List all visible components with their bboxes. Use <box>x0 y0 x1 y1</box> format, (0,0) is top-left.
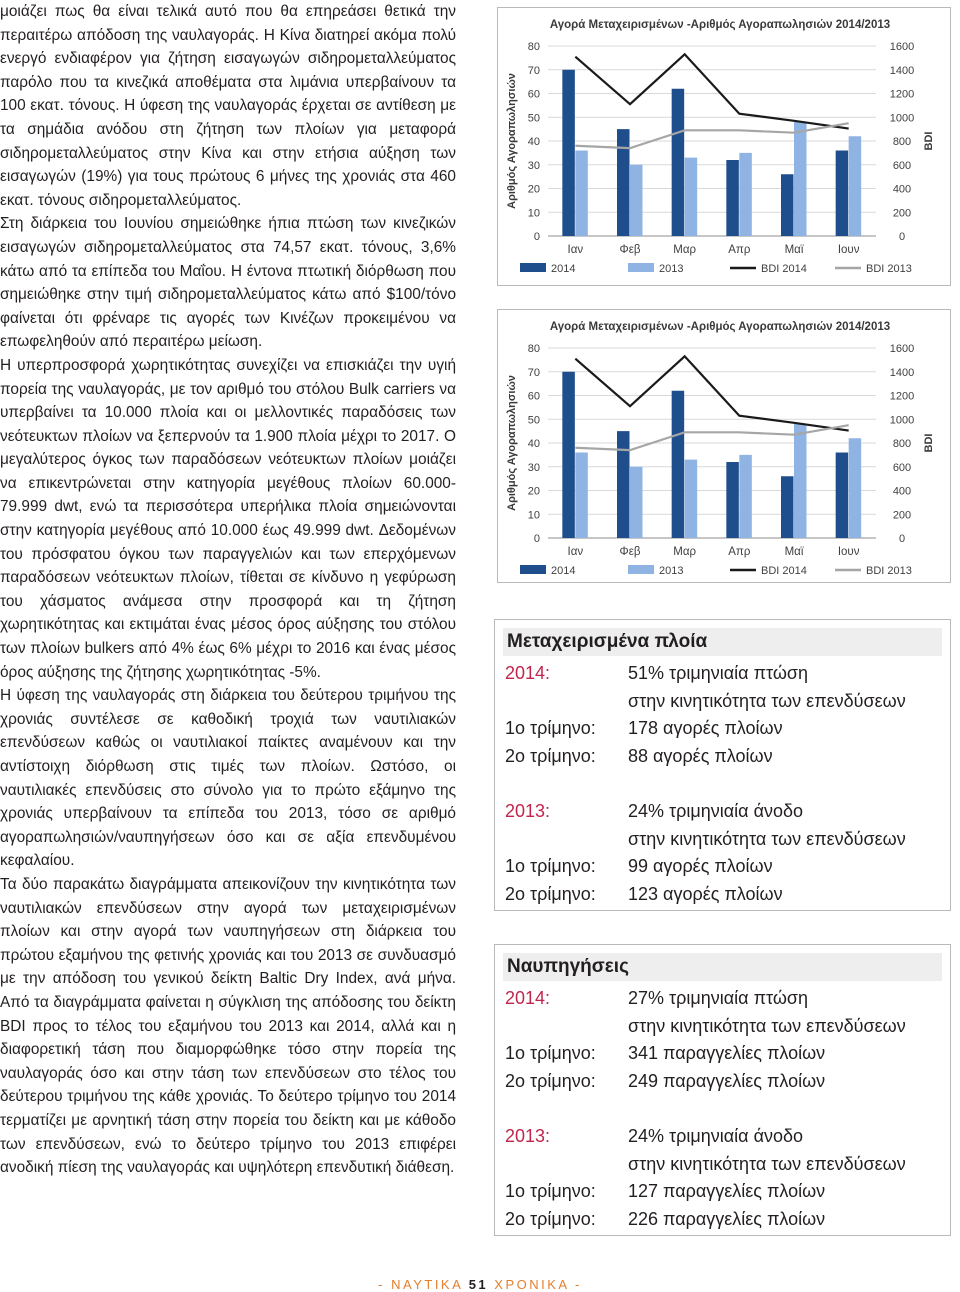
box-title: Ναυπηγήσεις <box>503 953 942 981</box>
legend-swatch <box>520 263 546 272</box>
bar-2013 <box>739 153 752 236</box>
legend-label: BDI 2013 <box>866 565 912 577</box>
row-label: 2013: <box>505 1125 551 1146</box>
row-label: 2014: <box>505 988 551 1008</box>
y-tick-label: 60 <box>527 88 540 101</box>
x-tick-label: Μαρ <box>673 546 697 558</box>
y2-tick-label: 800 <box>892 136 912 148</box>
bar-2013 <box>685 158 698 236</box>
row-value: 341 παραγγελίες πλοίων <box>628 1043 826 1064</box>
y-tick-label: 20 <box>527 485 540 498</box>
y-tick-label: 80 <box>527 41 540 53</box>
y2-tick-label: 1200 <box>889 88 915 101</box>
y2-tick-label: 400 <box>892 485 912 498</box>
box-row <box>505 1206 942 1234</box>
bar-2014 <box>672 391 685 538</box>
legend-label: BDI 2014 <box>761 263 807 275</box>
legend-swatch <box>628 565 654 574</box>
row-label: 2014: <box>505 663 551 683</box>
x-tick-label: Μαρ <box>673 244 697 256</box>
y2-tick-label: 1000 <box>889 112 915 125</box>
row-label: 2ο τρίμηνο: <box>505 1208 596 1229</box>
box-row <box>505 1068 942 1096</box>
footer-left: - ΝΑΥΤΙΚΑ <box>378 1277 463 1292</box>
y-tick-label: 40 <box>527 438 540 450</box>
row-value: 99 αγορές πλοίων <box>628 856 773 877</box>
y-tick-label: 10 <box>527 509 540 522</box>
y-tick-label: 30 <box>527 461 540 474</box>
row-value: στην κινητικότητα των επενδύσεων <box>628 828 906 849</box>
bar-2013 <box>630 165 643 236</box>
legend-label: 2013 <box>659 263 684 275</box>
x-tick-label: Ιαν <box>567 244 584 256</box>
bar-2013 <box>849 136 862 236</box>
y-tick-label: 50 <box>527 414 540 427</box>
bar-2014 <box>617 431 630 538</box>
y-tick-label: 50 <box>527 112 540 125</box>
legend-label: 2014 <box>551 565 576 577</box>
y-tick-label: 20 <box>527 183 540 196</box>
row-value: 127 παραγγελίες πλοίων <box>628 1181 826 1202</box>
row-label: 2013: <box>505 800 551 821</box>
bar-2013 <box>849 438 862 538</box>
y-tick-label: 0 <box>533 533 540 545</box>
bar-2013 <box>739 455 752 538</box>
box-row <box>505 1151 942 1179</box>
row-label: 1ο τρίμηνο: <box>505 1043 596 1064</box>
box-row <box>505 853 942 881</box>
y2-tick-label: 600 <box>892 461 912 474</box>
box-title: Μεταχειρισμένα πλοία <box>503 628 942 656</box>
x-tick-label: Απρ <box>728 546 751 558</box>
box-row <box>505 881 942 909</box>
row-value: 88 αγορές πλοίων <box>628 745 773 766</box>
row-label <box>505 1013 628 1041</box>
y2-tick-label: 800 <box>892 438 912 450</box>
row-value: 27% τριμηνιαία πτώση <box>628 988 809 1008</box>
row-value: 24% τριμηνιαία άνοδο <box>628 1125 804 1146</box>
row-value: 123 αγορές πλοίων <box>628 883 783 904</box>
chart-title: Αγορά Μεταχειρισμένων -Αριθμός Αγοραπωλησιών 2014/2013 <box>549 321 891 333</box>
y2-axis-title: BDI <box>923 131 935 151</box>
paragraph: Η υπερπροσφορά χωρητικότητας συνεχίζει να επισκιάζει την υγιή πορεία της ναυλαγοράς, με τον αριθμό του στόλου Bulk carriers να υπερβαίνει τα 10.000 πλοία και οι μελλοντικές παραδόσεις των νεότευκτων πλοίων να ξεπερνούν τα 1.900 πλοία μέχρι το 2017. Ο μεγαλύτερος όγκος των παραδόσεων νεότευκτων πλοίων μοιάζει να επικεντρώνεται στην κατηγορία μεγέθους πλοίων 60.000-79.999 dwt, ενώ τα περισσότερα υπερήλικα πλοία σημειώνονται στην κατηγορία μεγέθους από 10.000 έως 49.999 dwt. Δεδομένων του πρόσφατου όγκου των παραγγελιών και των επερχόμενων παραδόσεων νεότευκτων πλοίων, τίθεται σε κίνδυνο η γεφύρωση του χάσματος ανάμεσα στην προσφορά και τη ζήτηση χωρητικότητας και εκτιμάται ένας μέσος όρος αύξησης του στόλου των πλοίων bulkers από 4% έως 6% μέχρι το 2016 και ένας μέσος όρος αύξησης της ζήτησης χωρητικότητας -5%. <box>0 356 456 681</box>
bar-2014 <box>726 160 739 236</box>
x-tick-label: Μαϊ <box>784 546 804 558</box>
row-label: 1ο τρίμηνο: <box>505 856 596 877</box>
row-label: 2ο τρίμηνο: <box>505 745 596 766</box>
x-tick-label: Απρ <box>728 244 751 256</box>
used-ships-box <box>494 619 951 911</box>
x-tick-label: Μαϊ <box>784 244 804 256</box>
bar-2013 <box>685 460 698 538</box>
bar-2013 <box>575 151 588 237</box>
row-value: στην κινητικότητα των επενδύσεων <box>628 1153 906 1174</box>
y2-tick-label: 600 <box>892 159 912 172</box>
y-axis-title: Αριθμός Αγοραπωλησιών <box>506 73 518 209</box>
row-value: 24% τριμηνιαία άνοδο <box>628 800 804 821</box>
footer-right: ΧΡΟΝΙΚΑ - <box>494 1277 582 1292</box>
paragraph: μοιάζει πως θα είναι τελικά αυτό που θα επηρεάσει θετικά την περαιτέρω απόδοση της ναυλαγοράς. Η Κίνα διατηρεί ακόμα πολύ ενεργό ενδιαφέρον για ζήτηση εισαγωγών σιδηρομεταλλεύματος παρόλο που τα κινεζικά αποθέματα στα λιμάνια υπερβαίνουν τα 100 εκατ. τόνους. Η ύφεση της ναυλαγοράς έρχεται σε αντίθεση με τα σημάδια ανόδου στη ζήτηση των πλοίων για μεταφορά σιδηρομεταλλεύματος στην Κίνα και στην ετήσια αύξηση των εισαγωγών (19%) για τους πρώτους 6 μήνες της χρονιάς στα 460 εκατ. τόνους σιδηρομεταλλεύματος. <box>0 3 456 209</box>
y2-tick-label: 0 <box>898 231 906 243</box>
x-tick-label: Ιουν <box>837 244 860 256</box>
bar-2014 <box>781 174 794 236</box>
x-tick-label: Φεβ <box>619 244 641 256</box>
line-bdi-2013 <box>575 123 848 148</box>
row-value: 249 παραγγελίες πλοίων <box>628 1070 826 1091</box>
row-label: 2ο τρίμηνο: <box>505 1070 596 1091</box>
chart-used-ships-bottom <box>497 309 951 583</box>
chart-used-ships-top <box>497 7 951 286</box>
newbuildings-box <box>494 944 951 1236</box>
y2-axis-title: BDI <box>923 433 935 453</box>
box-row <box>505 1178 942 1206</box>
y-tick-label: 0 <box>533 231 540 243</box>
bar-2014 <box>781 476 794 538</box>
legend-label: BDI 2013 <box>866 263 912 275</box>
x-tick-label: Ιουν <box>837 546 860 558</box>
box-row <box>505 660 942 688</box>
box-row <box>505 985 942 1013</box>
box-row <box>505 826 942 854</box>
bar-2014 <box>617 129 630 236</box>
bar-2014 <box>726 462 739 538</box>
box-row <box>505 743 942 771</box>
y-tick-label: 10 <box>527 207 540 220</box>
row-label <box>505 688 628 716</box>
box-row <box>505 798 942 826</box>
y-axis-title: Αριθμός Αγοραπωλησιών <box>506 375 518 511</box>
box-row <box>505 1123 942 1151</box>
page-footer <box>0 1277 960 1292</box>
paragraph: Στη διάρκεια του Ιουνίου σημειώθηκε ήπια πτώση των κινεζικών εισαγωγών σιδηρομεταλλεύματος στα 74,57 εκατ. τόνους, 3,6% κάτω από τα επίπεδα του Μαΐου. Η έντονα πτωτική διόρθωση που σημειώθηκε στην τιμή σιδηρομεταλλεύματος κάτω από $100/τόνο φαίνεται ότι φρέναρε τις αγορές των Κινέζων προκειμένου να επωφεληθούν από περαιτέρω μείωση. <box>0 215 456 351</box>
y2-tick-label: 0 <box>898 533 906 545</box>
y-tick-label: 60 <box>527 390 540 403</box>
row-value: 178 αγορές πλοίων <box>628 718 783 739</box>
bar-2013 <box>794 122 807 236</box>
y2-tick-label: 1200 <box>889 390 915 403</box>
row-value: στην κινητικότητα των επενδύσεων <box>628 1015 906 1036</box>
y2-tick-label: 1400 <box>889 366 915 379</box>
legend-label: BDI 2014 <box>761 565 807 577</box>
row-value: στην κινητικότητα των επενδύσεων <box>628 690 906 711</box>
row-label: 2ο τρίμηνο: <box>505 883 596 904</box>
y2-tick-label: 400 <box>892 183 912 196</box>
chart-title: Αγορά Μεταχειρισμένων -Αριθμός Αγοραπωλησιών 2014/2013 <box>549 19 891 31</box>
x-tick-label: Φεβ <box>619 546 641 558</box>
bar-2013 <box>575 453 588 539</box>
legend-swatch <box>628 263 654 272</box>
y-tick-label: 70 <box>527 366 540 379</box>
legend-swatch <box>520 565 546 574</box>
bar-2014 <box>672 89 685 236</box>
y2-tick-label: 1600 <box>889 41 915 53</box>
y-tick-label: 30 <box>527 159 540 172</box>
chart-svg <box>498 310 950 582</box>
y-tick-label: 70 <box>527 64 540 77</box>
y2-tick-label: 1600 <box>889 343 915 355</box>
x-tick-label: Ιαν <box>567 546 584 558</box>
bar-2014 <box>562 372 575 538</box>
box-row <box>505 1040 942 1068</box>
bar-2014 <box>562 70 575 236</box>
row-value: 51% τριμηνιαία πτώση <box>628 663 809 683</box>
row-label <box>505 1151 628 1179</box>
legend-label: 2014 <box>551 263 576 275</box>
y2-tick-label: 200 <box>892 509 912 522</box>
paragraph: Τα δύο παρακάτω διαγράμματα απεικονίζουν την κινητικότητα των ναυτιλιακών επενδύσεων στην αγορά των μεταχειρισμένων πλοίων και στην αγορά των ναυπηγήσεων στη διάρκεια του πρώτου εξαμήνου της φετινής χρονιάς και του 2013 σε συνδυασμό με την απόδοση του γενικού δείκτη Baltic Dry Index, ανά μήνα. Από τα διαγράμματα φαίνεται η σύγκλιση της απόδοσης του δείκτη BDI προς το τέλος του εξαμήνου του 2013 και 2014, αλλά και η διαφορετική τάση που διαμορφώθηκε τόσο στην πορεία της ναυλαγοράς όσο και στην τάση των επενδύσεων στο τέλος του δεύτερου τριμήνου της κάθε χρονιάς. Το δεύτερο τρίμηνο του 2014 τερματίζει με αρνητική τάση στην πορεία του δείκτη και με κάθοδο των επενδύσεων, ενώ το δεύτερο τρίμηνο του 2013 επιφέρει ανοδική πίεση της ναυλαγοράς και υψηλότερη επενδυτική διάθεση. <box>0 875 456 1177</box>
bar-2013 <box>794 424 807 538</box>
bar-2014 <box>836 453 849 539</box>
page-number: 51 <box>468 1277 489 1292</box>
paragraph: Η ύφεση της ναυλαγοράς στη διάρκεια του δεύτερου τριμήνου της χρονιάς συντέλεσε σε καθοδική τροχιά των ναυτιλιακών επενδύσεων καθώς οι ναυτιλιακοί παίκτες αναμένουν και την αντίστοιχη διόρθωση στις τιμές των πλοίων. Ωστόσο, οι ναυτιλιακές επενδύσεις στο σύνολο για το πρώτο εξάμηνο της χρονιάς υπερβαίνουν τα επίπεδα του 2013, τόσο σε αριθμό αγοραπωλησιών/ναυπηγήσεων όσο και σε αξία επενδυμένου κεφαλαίου. <box>0 687 456 870</box>
y2-tick-label: 1400 <box>889 64 915 77</box>
box-row <box>505 688 942 716</box>
chart-svg <box>498 8 950 285</box>
box-row <box>505 1013 942 1041</box>
article-text <box>0 0 456 1180</box>
bar-2014 <box>836 151 849 237</box>
row-label <box>505 826 628 854</box>
y-tick-label: 40 <box>527 136 540 148</box>
row-value: 226 παραγγελίες πλοίων <box>628 1208 826 1229</box>
line-bdi-2013 <box>575 425 848 450</box>
row-label: 1ο τρίμηνο: <box>505 1181 596 1202</box>
y-tick-label: 80 <box>527 343 540 355</box>
y2-tick-label: 1000 <box>889 414 915 427</box>
box-row <box>505 715 942 743</box>
bar-2013 <box>630 467 643 538</box>
y2-tick-label: 200 <box>892 207 912 220</box>
row-label: 1ο τρίμηνο: <box>505 718 596 739</box>
legend-label: 2013 <box>659 565 684 577</box>
